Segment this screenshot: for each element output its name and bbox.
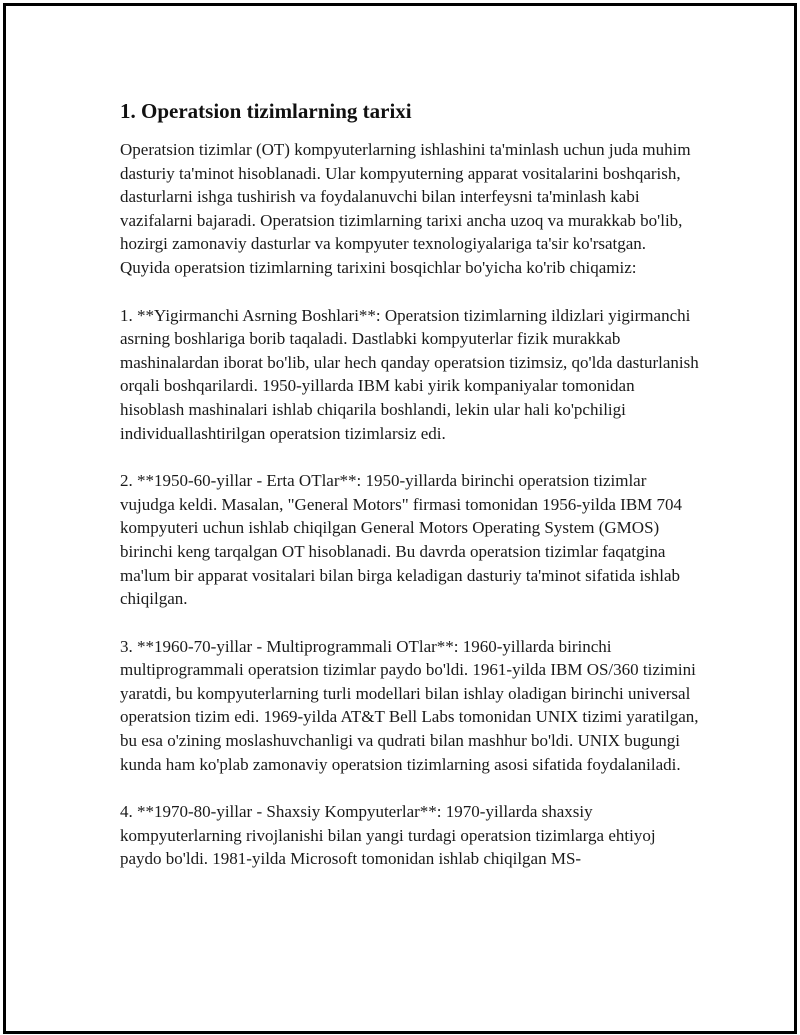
paragraph-early-20th-century: 1. **Yigirmanchi Asrning Boshlari**: Operatsion tizimlarning ildizlari yigirmanchi asrning boshlariga borib taqaladi. Dastlabki kompyuterlar fizik murakkab mashinalardan iborat bo'lib, ular hech qanday operatsion tizimsiz, qo'lda dasturlanish orqali boshqarilardi. 1950-yillarda IBM kabi yirik kompaniyalar tomonidan hisoblash mashinalari ishlab chiqarila boshlandi, lekin ular hali ko'pchiligi individuallashtirilgan operatsion tizimlarsiz edi.: [120, 305, 699, 443]
intro-paragraph: Operatsion tizimlar (OT) kompyuterlarning ishlashini ta'minlash uchun juda muhim dasturiy ta'minot hisoblanadi. Ular kompyuterning apparat vositalarini boshqarish, dasturlarni ishga tushirish va foydalanuvchi bilan interfeysni ta'minlash kabi vazifalarni bajaradi. Operatsion tizimlarning tarixi ancha uzoq va murakkab bo'lib, hozirgi zamonaviy dasturlar va kompyuter texnologiyalariga ta'sir ko'rsatgan. Quyida operatsion tizimlarning tarixini bosqichlar bo'yicha ko'rib chiqamiz:: [120, 140, 691, 277]
page-frame: [3, 3, 797, 1034]
paragraph-1960-70s: 3. **1960-70-yillar - Multiprogrammali OTlar**: 1960-yillarda birinchi multiprogrammali operatsion tizimlar paydo bo'ldi. 1961-yilda IBM OS/360 tizimini yaratdi, bu kompyuterlarning turli modellari bilan ishlay oladigan birinchi universal operatsion tizim edi. 1969-yilda AT&T Bell Labs tomonidan UNIX tizimi yaratilgan, bu esa o'zining moslashuvchanligi va qudrati bilan mashhur bo'ldi. UNIX bugungi kunda ham ko'plab zamonaviy operatsion tizimlarning asosi sifatida foydalaniladi.: [120, 636, 699, 774]
paragraph-1950-60s: 2. **1950-60-yillar - Erta OTlar**: 1950-yillarda birinchi operatsion tizimlar vujudga keldi. Masalan, "General Motors" firmasi tomonidan 1956-yilda IBM 704 kompyuteri uchun ishlab chiqilgan General Motors Operating System (GMOS) birinchi keng tarqalgan OT hisoblanadi. Bu davrda operatsion tizimlar faqatgina ma'lum bir apparat vositalari bilan birga keladigan dasturiy ta'minot sifatida ishlab chiqilgan.: [120, 471, 683, 609]
paragraph-1970-80s: 4. **1970-80-yillar - Shaxsiy Kompyuterlar**: 1970-yillarda shaxsiy kompyuterlarning rivojlanishi bilan yangi turdagi operatsion tizimlarga ehtiyoj paydo bo'ldi. 1981-yilda Microsoft tomonidan ishlab chiqilgan MS-: [120, 802, 656, 869]
document-content: [120, 96, 700, 895]
section-heading: 1. Operatsion tizimlarning tarixi: [120, 99, 412, 123]
